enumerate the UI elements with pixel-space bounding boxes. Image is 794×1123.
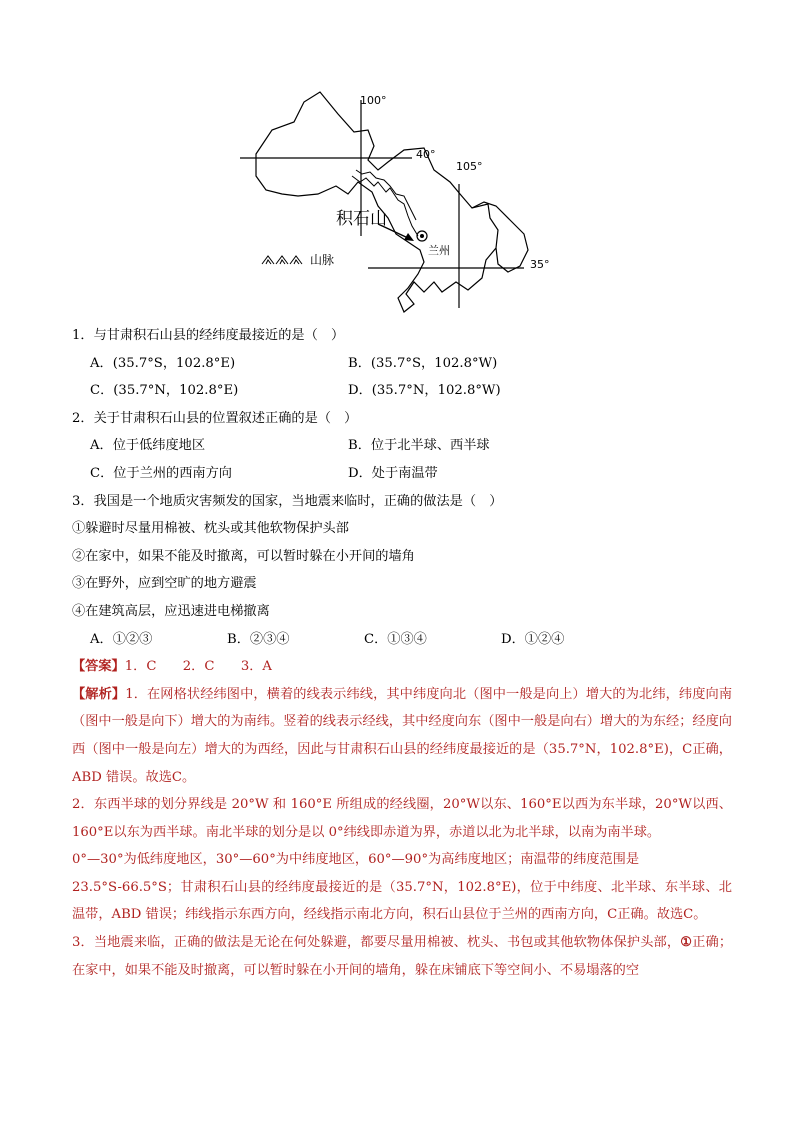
label-lon-105: 105° xyxy=(456,160,483,173)
q2-stem: 2．关于甘肃积石山县的位置叙述正确的是（ ） xyxy=(72,410,358,426)
analysis-p1-text: 1．在网格状经纬图中，横着的线表示纬线，其中纬度向北（图中一般是向上）增大的为北纬，纬度向南（图中一般是向下）增大的为南纬。竖着的线表示经线，其中经度向东（图中一般是向右）增大的为东经；经度向西（图中一般是向左）增大的为西经，因此与甘肃积石山县的经纬度最接近的是（35.7°N，102.8°E)，C正确，ABD 错误。故选C。 xyxy=(72,686,733,785)
q1-stem: 1．与甘肃积石山县的经纬度最接近的是（ ） xyxy=(72,328,345,343)
label-mountain-legend: 山脉 xyxy=(310,253,335,267)
analysis-p3 xyxy=(72,929,732,984)
gansu-map xyxy=(228,86,568,318)
q3-stem: 3．我国是一个地质灾害频发的国家，当地震来临时，正确的做法是（ ） xyxy=(72,493,503,509)
q3-statement-4: ④在建筑高层，应迅速进电梯撤离 xyxy=(72,603,270,619)
q1-option-d: D．(35.7°N，102.8°W) xyxy=(348,383,501,399)
q2-options-row2 xyxy=(72,460,732,488)
q1-option-c: C．(35.7°N，102.8°E) xyxy=(90,383,239,399)
gansu-outline xyxy=(256,92,498,312)
q3-option-d: D．①②④ xyxy=(501,631,565,647)
analysis-p2a: 2．东西半球的划分界线是 20°W 和 160°E 所组成的经线圈，20°W以东、160°E以西为东半球，20°W以西、160°E以东为西半球。南北半球的划分是以 0°纬线即赤道为界，赤道以北为北半球，以南为南半球。 xyxy=(72,797,732,840)
question-content xyxy=(72,322,732,984)
q2-option-d: D．处于南温带 xyxy=(348,465,438,481)
map-outline xyxy=(228,86,568,318)
mountain-legend-icon xyxy=(262,256,302,264)
q1-option-a: A．(35.7°S，102.8°E) xyxy=(90,355,236,371)
label-jishishan: 积石山 xyxy=(336,209,387,229)
analysis-p3-rest: 正确；在家中，如果不能及时撤离，可以暂时躲在小开间的墙角，躲在床铺底下等空间小、不易塌落的空 xyxy=(72,935,733,978)
q2-option-a: A．位于低纬度地区 xyxy=(90,438,206,454)
q2-option-c: C．位于兰州的西南方向 xyxy=(90,465,232,481)
q3-option-b: B．②③④ xyxy=(227,631,290,647)
q3-statement-2: ②在家中，如果不能及时撤离，可以暂时躲在小开间的墙角 xyxy=(72,548,415,564)
q1-option-b: B．(35.7°S，102.8°W) xyxy=(348,355,498,371)
q1-options-row2 xyxy=(72,377,732,405)
q3-option-a: A．①②③ xyxy=(90,631,153,647)
answer-label: 【答案】 xyxy=(72,659,125,675)
analysis-p2c: 23.5°S-66.5°S；甘肃积石山县的经纬度最接近的是（35.7°N，102.8°E)，位于中纬度、北半球、东半球、北温带，ABD 错误；纬线指示东西方向，经线指示南北方向，积石山县位于兰州的西南方向，C正确。故选C。 xyxy=(72,879,732,923)
analysis-p2b: 0°—30°为低纬度地区，30°—60°为中纬度地区，60°—90°为高纬度地区；南温带的纬度范围是 xyxy=(72,852,640,868)
analysis-p3-text: 3．当地震来临，正确的做法是无论在何处躲避，都要尽量用棉被、枕头、书包或其他软物体保护头部， xyxy=(72,935,681,951)
label-lat-35: 35° xyxy=(530,258,550,271)
analysis-p3-mark: ① xyxy=(680,935,693,951)
q3-statement-3: ③在野外，应到空旷的地方避震 xyxy=(72,576,257,592)
q3-option-c: C．①③④ xyxy=(364,631,427,647)
analysis-p1 xyxy=(72,681,732,791)
q2-option-b: B．位于北半球、西半球 xyxy=(348,438,490,454)
answer-line xyxy=(72,653,732,681)
answer-text: 1．C 2．C 3．A xyxy=(124,659,272,675)
label-lon-100: 100° xyxy=(360,94,387,107)
label-lat-40: 40° xyxy=(416,148,436,161)
q1-options-row1 xyxy=(72,350,732,378)
label-lanzhou: 兰州 xyxy=(428,244,450,257)
q3-options-row xyxy=(72,626,732,654)
q3-statement-1: ①躲避时尽量用棉被、枕头或其他软物保护头部 xyxy=(72,521,349,537)
q2-options-row1 xyxy=(72,432,732,460)
analysis-label: 【解析】 xyxy=(72,686,126,702)
